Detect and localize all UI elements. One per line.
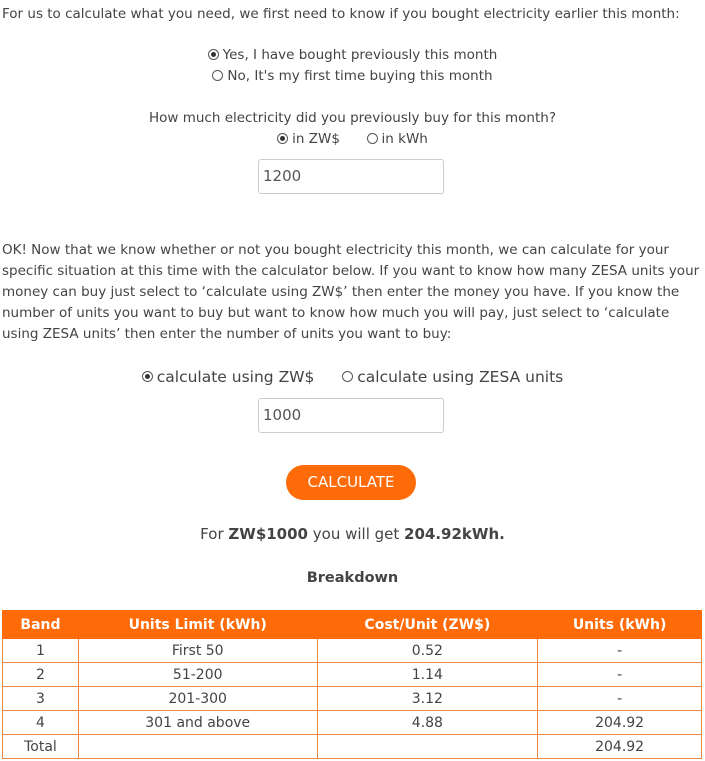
bought-yes-option[interactable] — [0, 47, 705, 63]
radio-unchecked-icon[interactable] — [342, 371, 353, 382]
table-cell: 1 — [3, 639, 79, 663]
result-middle: you will get — [308, 525, 405, 543]
option-label: in ZW$ — [292, 131, 340, 147]
table-cell: - — [538, 687, 702, 711]
explanation-text: OK! Now that we know whether or not you bought electricity this month, we can calculate for your specific situation at this time with the calculator below. If you want to know how many ZESA units your money can buy just select to ‘calculate using ZW$’ then enter the money you have. If you know the number of units you want to buy but want to know how much you will pay, just select to ‘calculate using ZESA units’ then enter the number of units you want to buy: — [2, 242, 700, 342]
table-row — [3, 735, 702, 759]
radio-unchecked-icon[interactable] — [212, 70, 223, 81]
table-cell: 0.52 — [317, 639, 538, 663]
breakdown-title: Breakdown — [306, 570, 399, 586]
header-units: Units (kWh) — [538, 611, 702, 639]
unit-zwd-option[interactable] — [277, 131, 340, 147]
table-row — [3, 663, 702, 687]
header-units-limit: Units Limit (kWh) — [78, 611, 317, 639]
calc-amount-input[interactable]: 1000 — [258, 398, 444, 433]
unit-kwh-option[interactable] — [367, 131, 428, 147]
result-text — [0, 525, 705, 543]
previous-unit-options — [0, 131, 705, 147]
table-cell: 3.12 — [317, 687, 538, 711]
calc-units-option[interactable] — [342, 368, 563, 386]
radio-checked-icon[interactable] — [277, 133, 288, 144]
option-label: in kWh — [381, 131, 428, 147]
breakdown-table — [2, 610, 702, 759]
table-cell: 204.92 — [538, 711, 702, 735]
previous-question: How much electricity did you previously buy for this month? — [148, 110, 557, 126]
table-cell: First 50 — [78, 639, 317, 663]
header-band: Band — [3, 611, 79, 639]
bought-no-option[interactable] — [0, 68, 705, 84]
radio-checked-icon[interactable] — [208, 49, 219, 60]
table-cell: 201-300 — [78, 687, 317, 711]
table-row — [3, 687, 702, 711]
table-cell: - — [538, 663, 702, 687]
radio-unchecked-icon[interactable] — [367, 133, 378, 144]
table-cell: - — [538, 639, 702, 663]
calc-zwd-option[interactable] — [142, 368, 315, 386]
option-label: Yes, I have bought previously this month — [222, 47, 498, 63]
result-prefix: For — [200, 525, 229, 543]
calc-mode-options — [0, 368, 705, 386]
option-label: calculate using ZESA units — [357, 368, 564, 386]
table-cell: 301 and above — [78, 711, 317, 735]
table-cell: 4.88 — [317, 711, 538, 735]
option-label: calculate using ZW$ — [156, 368, 315, 386]
table-cell: 3 — [3, 687, 79, 711]
intro-text: For us to calculate what you need, we first need to know if you bought electricity earlier this month: — [2, 6, 680, 22]
radio-checked-icon[interactable] — [142, 371, 153, 382]
table-cell: 204.92 — [538, 735, 702, 759]
header-cost-unit: Cost/Unit (ZW$) — [317, 611, 538, 639]
table-cell — [317, 735, 538, 759]
table-cell: 1.14 — [317, 663, 538, 687]
table-row — [3, 711, 702, 735]
table-cell — [78, 735, 317, 759]
table-cell: Total — [3, 735, 79, 759]
table-row — [3, 639, 702, 663]
calculate-button[interactable]: CALCULATE — [286, 465, 416, 500]
table-header-row — [3, 611, 702, 639]
table-cell: 51-200 — [78, 663, 317, 687]
table-cell: 2 — [3, 663, 79, 687]
table-cell: 4 — [3, 711, 79, 735]
result-units: 204.92kWh. — [404, 525, 505, 543]
previous-amount-input[interactable]: 1200 — [258, 159, 444, 194]
result-amount: ZW$1000 — [228, 525, 308, 543]
option-label: No, It's my first time buying this month — [227, 68, 493, 84]
